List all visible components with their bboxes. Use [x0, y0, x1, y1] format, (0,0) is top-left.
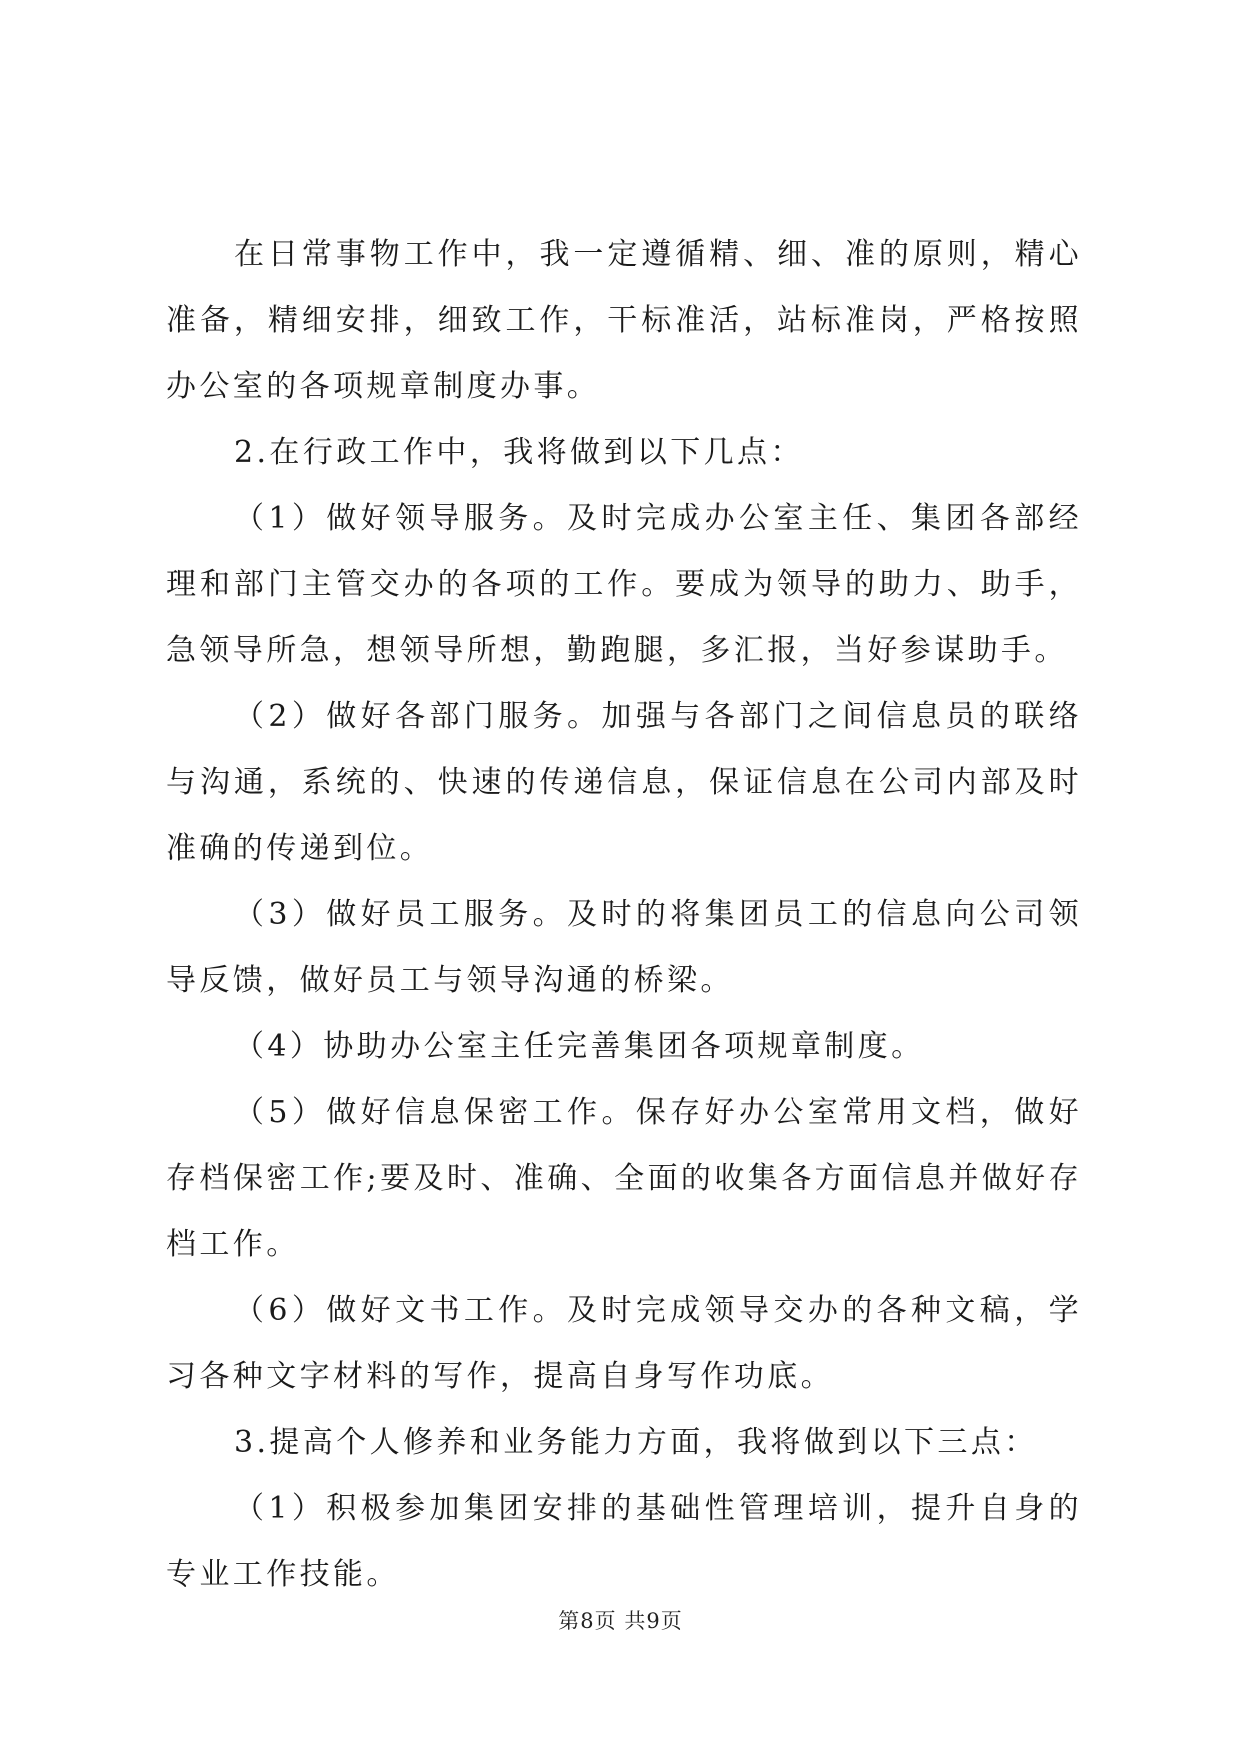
- paragraph: 在日常事物工作中，我一定遵循精、细、准的原则，精心准备，精细安排，细致工作，干标准活，站标准岗，严格按照办公室的各项规章制度办事。: [166, 237, 1082, 404]
- page-number-footer: 第8页 共9页: [558, 1609, 683, 1633]
- paragraph: （3）做好员工服务。及时的将集团员工的信息向公司领导反馈，做好员工与领导沟通的桥梁。: [166, 897, 1082, 998]
- paragraph: （5）做好信息保密工作。保存好办公室常用文档，做好存档保密工作;要及时、准确、全面的收集各方面信息并做好存档工作。: [166, 1095, 1082, 1262]
- document-body: [166, 222, 1082, 1608]
- paragraph: （1）积极参加集团安排的基础性管理培训，提升自身的专业工作技能。: [166, 1491, 1082, 1592]
- paragraph: （2）做好各部门服务。加强与各部门之间信息员的联络与沟通，系统的、快速的传递信息，保证信息在公司内部及时准确的传递到位。: [166, 699, 1082, 866]
- paragraph: 2.在行政工作中，我将做到以下几点：: [234, 435, 804, 470]
- paragraph: （4）协助办公室主任完善集团各项规章制度。: [234, 1029, 925, 1064]
- paragraph: （6）做好文书工作。及时完成领导交办的各种文稿，学习各种文字材料的写作，提高自身写作功底。: [166, 1293, 1082, 1394]
- paragraph: 3.提高个人修养和业务能力方面，我将做到以下三点：: [234, 1425, 1038, 1460]
- paragraph: （1）做好领导服务。及时完成办公室主任、集团各部经理和部门主管交办的各项的工作。要成为领导的助力、助手，急领导所急，想领导所想，勤跑腿，多汇报，当好参谋助手。: [166, 501, 1082, 668]
